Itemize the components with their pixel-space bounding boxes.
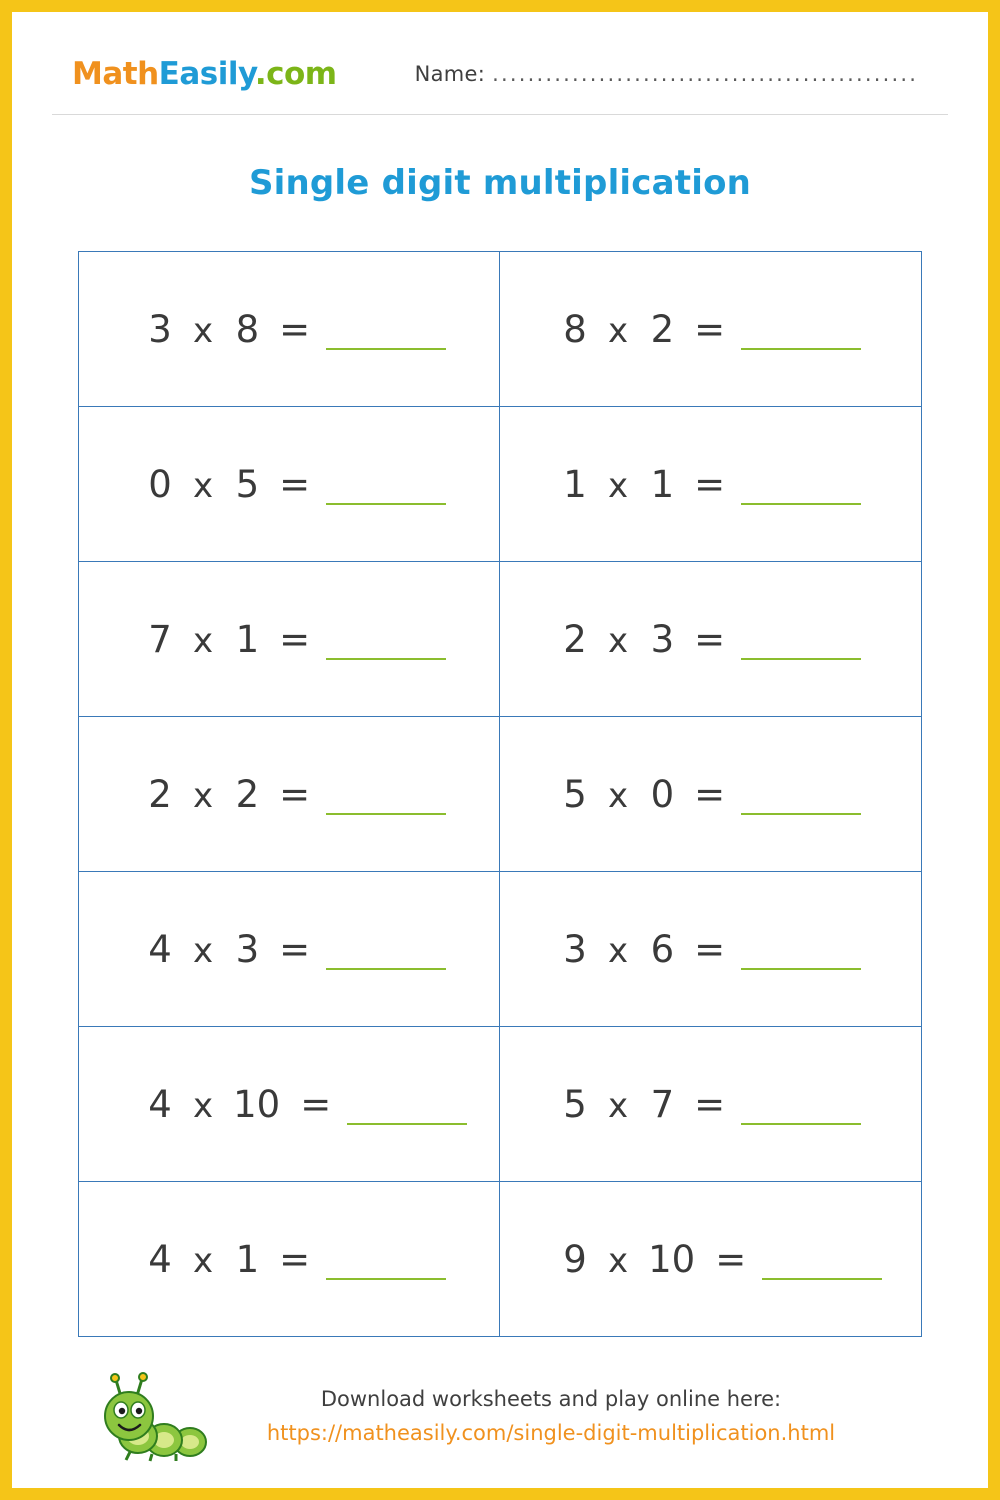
operand-a: 9 [563,1237,587,1281]
operand-b: 3 [235,927,260,971]
answer-blank[interactable] [326,1248,446,1280]
problem-cell [79,252,500,406]
equals-symbol: = [279,1237,311,1281]
operand-a: 2 [563,617,587,661]
problem-expression [147,308,446,351]
operator-symbol: x [608,930,629,971]
operand-a: 1 [563,462,587,506]
equals-symbol: = [694,617,726,661]
problem-expression [562,773,861,816]
operand-b: 1 [650,462,675,506]
problem-expression [562,928,861,971]
answer-blank[interactable] [347,1093,467,1125]
logo-part-math: Math [72,56,159,92]
equals-symbol: = [279,927,311,971]
equals-symbol: = [279,772,311,816]
answer-blank[interactable] [762,1248,882,1280]
operator-symbol: x [608,620,629,661]
caterpillar-icon [94,1370,214,1462]
operator-symbol: x [608,1240,629,1281]
operator-symbol: x [193,620,214,661]
operator-symbol: x [608,775,629,816]
logo-part-easily: Easily [158,56,255,92]
name-field [415,62,919,86]
worksheet-header [52,40,948,92]
operator-symbol: x [193,465,214,506]
operator-symbol: x [193,775,214,816]
problem-cell [79,562,500,716]
operator-symbol: x [608,310,629,351]
operator-symbol: x [608,465,629,506]
operand-a: 2 [148,772,172,816]
problem-cell [500,252,921,406]
operand-b: 10 [233,1082,281,1126]
operand-b: 3 [650,617,675,661]
operator-symbol: x [608,1085,629,1126]
operand-a: 3 [563,927,587,971]
table-row [79,872,921,1027]
problem-expression [562,308,861,351]
table-row [79,562,921,717]
operand-b: 7 [650,1082,675,1126]
problem-cell [500,407,921,561]
operand-b: 8 [235,307,260,351]
problem-cell [500,872,921,1026]
operand-a: 4 [148,1237,172,1281]
problem-expression [147,773,446,816]
answer-blank[interactable] [741,473,861,505]
answer-blank[interactable] [326,318,446,350]
operand-a: 0 [148,462,172,506]
equals-symbol: = [279,307,311,351]
operand-a: 8 [563,307,587,351]
equals-symbol: = [694,772,726,816]
problem-cell [500,562,921,716]
operand-a: 5 [563,772,587,816]
problem-cell [500,717,921,871]
problem-expression [147,463,446,506]
equals-symbol: = [694,927,726,971]
operator-symbol: x [193,1085,214,1126]
equals-symbol: = [279,617,311,661]
site-logo [72,56,337,92]
name-blank-line[interactable]: ................................................ [492,62,919,86]
operator-symbol: x [193,1240,214,1281]
logo-part-com: .com [254,56,337,92]
answer-blank[interactable] [326,783,446,815]
problem-expression [147,618,446,661]
operand-b: 6 [650,927,675,971]
operator-symbol: x [193,930,214,971]
problem-cell [79,1182,500,1336]
operand-a: 4 [148,927,172,971]
answer-blank[interactable] [326,938,446,970]
operand-b: 5 [235,462,260,506]
problems-grid [78,251,922,1337]
answer-blank[interactable] [741,318,861,350]
worksheet-content [12,12,988,1488]
problem-cell [79,872,500,1026]
equals-symbol: = [694,462,726,506]
problem-expression [562,1238,882,1281]
answer-blank[interactable] [741,938,861,970]
table-row [79,717,921,872]
operand-a: 5 [563,1082,587,1126]
page-title: Single digit multiplication [248,163,752,203]
problem-expression [562,1083,861,1126]
table-row [79,252,921,407]
problem-expression [562,463,861,506]
equals-symbol: = [715,1237,747,1281]
answer-blank[interactable] [326,473,446,505]
problem-expression [147,1238,446,1281]
table-row [79,1027,921,1182]
answer-blank[interactable] [741,628,861,660]
table-row [79,1182,921,1337]
operand-a: 3 [148,307,172,351]
equals-symbol: = [694,307,726,351]
equals-symbol: = [694,1082,726,1126]
problem-expression [147,928,446,971]
footer-text [214,1387,888,1445]
operand-b: 1 [235,1237,260,1281]
problem-expression [562,618,861,661]
operand-b: 1 [235,617,260,661]
equals-symbol: = [279,462,311,506]
answer-blank[interactable] [741,783,861,815]
operand-b: 2 [650,307,675,351]
operand-a: 4 [148,1082,172,1126]
worksheet-footer [12,1370,988,1462]
footer-link[interactable]: https://matheasily.com/single-digit-multiplication.html [266,1421,836,1445]
operand-b: 2 [235,772,260,816]
problem-cell [500,1027,921,1181]
table-row [79,407,921,562]
answer-blank[interactable] [741,1093,861,1125]
operand-b: 10 [648,1237,696,1281]
name-label: Name: [414,62,486,86]
answer-blank[interactable] [326,628,446,660]
footer-caption: Download worksheets and play online here: [320,1387,782,1411]
problem-cell [79,1027,500,1181]
problem-cell [79,407,500,561]
operand-a: 7 [148,617,172,661]
equals-symbol: = [300,1082,332,1126]
problem-cell [79,717,500,871]
operand-b: 0 [650,772,675,816]
header-divider [52,114,948,115]
operator-symbol: x [193,310,214,351]
problem-cell [500,1182,921,1336]
problem-expression [147,1083,467,1126]
